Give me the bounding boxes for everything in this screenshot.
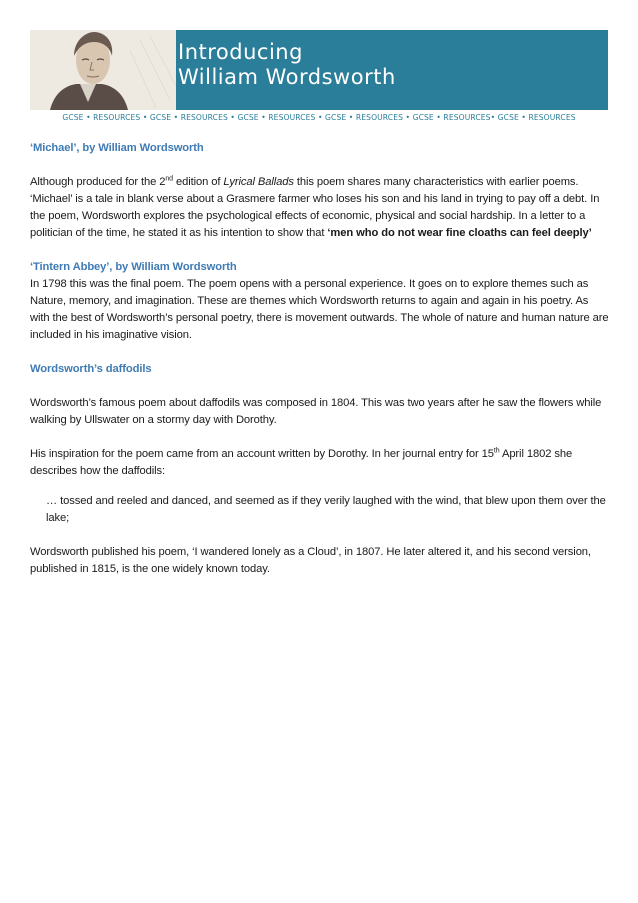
michael-superscript: nd: [165, 175, 173, 183]
title-line-1: Introducing: [178, 40, 303, 64]
lyrical-ballads-title: Lyrical Ballads: [223, 176, 294, 188]
michael-text-a: Although produced for the 2: [30, 176, 166, 188]
resources-banner: GCSE • RESOURCES • GCSE • RESOURCES • GCSE • RESOURCES • GCSE • RESOURCES • GCSE • RESOURCES• GCSE • RESOURCES: [62, 113, 576, 122]
daffodils-paragraph-3: Wordsworth published his poem, ‘I wandered lonely as a Cloud’, in 1807. He later altered it, and his second version, published in 1815, is the one widely known today.: [30, 546, 591, 575]
header-banner: [30, 30, 608, 110]
michael-heading: ‘Michael’, by William Wordsworth: [30, 142, 204, 154]
page-title: [178, 40, 396, 90]
daffodils-superscript: th: [493, 447, 500, 455]
daffodils-paragraph-2: [30, 446, 610, 480]
title-line-2: William Wordsworth: [178, 65, 396, 89]
daffodils-paragraph-1: Wordsworth’s famous poem about daffodils was composed in 1804. This was two years after he saw the flowers while walking by Ullswater on a stormy day with Dorothy.: [30, 397, 602, 426]
michael-text-b: edition of: [172, 176, 224, 188]
portrait-engraving-icon: [30, 30, 176, 110]
tintern-paragraph: In 1798 this was the final poem. The poem opens with a personal experience. It goes on to explore themes such as Nature, memory, and imagination. These are themes which Wordsworth returns to again and again in his poetry. As with the best of Wordsworth’s personal poetry, there is movement outwards. The whole of nature and human nature are included in his imaginative vision.: [30, 278, 609, 341]
daffodils-text-b: April 1802 she describes how the daffodils:: [30, 448, 573, 477]
daffodils-heading: Wordsworth’s daffodils: [30, 363, 152, 375]
michael-paragraph: [30, 174, 610, 242]
tintern-heading: ‘Tintern Abbey’, by William Wordsworth: [30, 261, 237, 273]
michael-quote: ‘men who do not wear fine cloaths can feel deeply’: [327, 227, 592, 239]
daffodils-text-a: His inspiration for the poem came from an account written by Dorothy. In her journal entry for 15: [30, 448, 494, 460]
dorothy-journal-quote: … tossed and reeled and danced, and seemed as if they verily laughed with the wind, that blew upon them over the lake;: [46, 495, 606, 524]
document-body: [30, 140, 610, 578]
michael-text-c: this poem shares many characteristics with earlier poems. ‘Michael’ is a tale in blank verse about a Grasmere farmer who loses his son and his land in trying to pay off a debt. In the poem, Wordsworth explores the psychological effects of economic, physical and social hardship. In a letter to a politician of the time, he stated it as his intention to show that: [30, 176, 600, 239]
